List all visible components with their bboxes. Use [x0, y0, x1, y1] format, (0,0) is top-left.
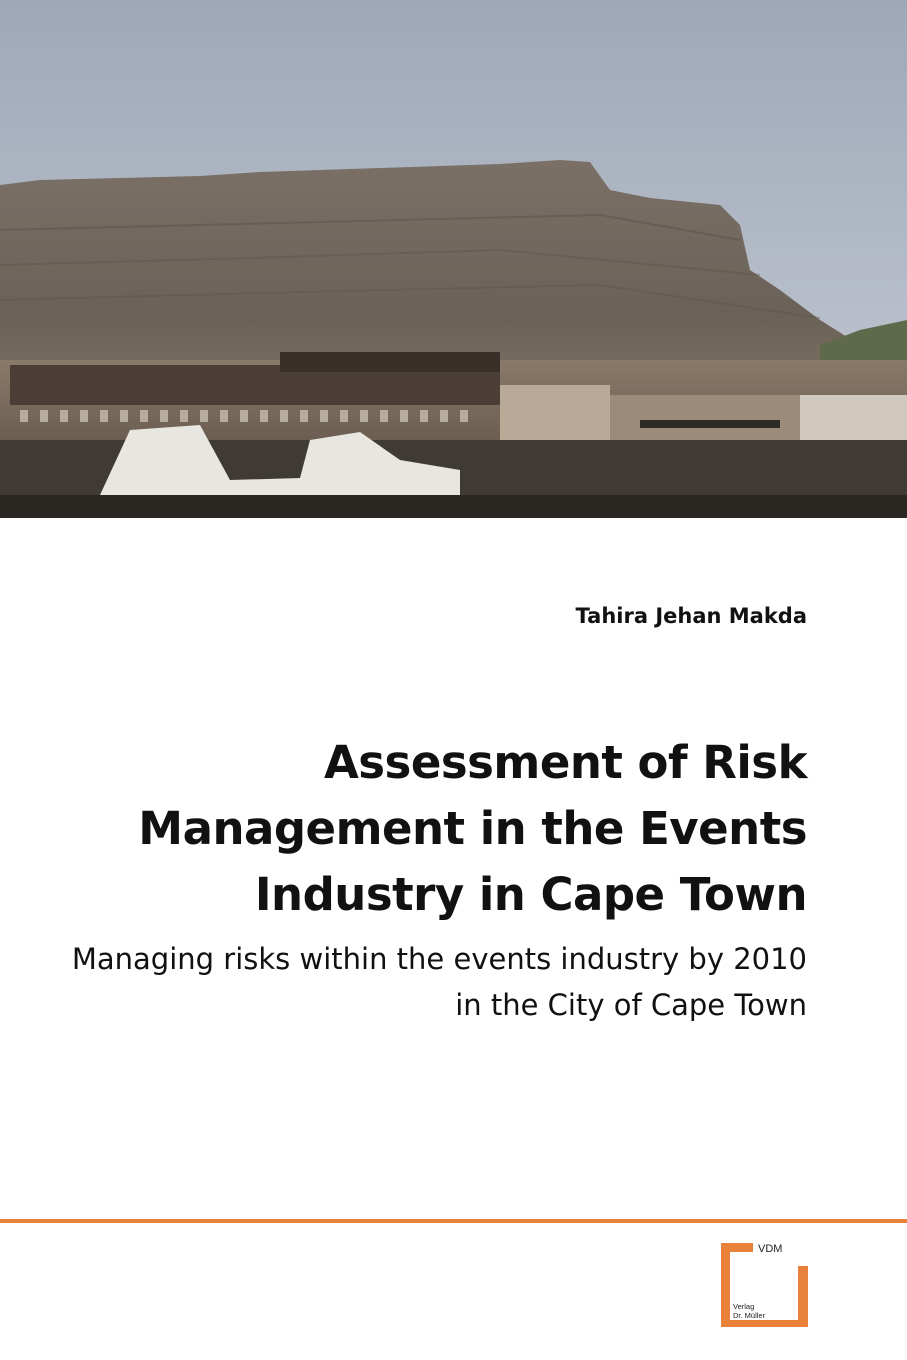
cover-photo: [0, 0, 907, 518]
publisher-name-line1: Verlag: [733, 1302, 755, 1311]
cape-town-table-mountain-photo: [0, 0, 907, 518]
author-name: Tahira Jehan Makda: [575, 604, 807, 628]
publisher-logo: [718, 1240, 812, 1330]
accent-rule: [0, 1219, 907, 1223]
waterline: [0, 495, 907, 518]
book-subtitle: Managing risks within the events industry by 2010 in the City of Cape Town: [71, 942, 807, 1022]
publisher-logo-text: VDM: [758, 1243, 783, 1255]
publisher-name: [733, 1302, 765, 1320]
publisher-name-line2: Dr. Müller: [733, 1311, 766, 1320]
book-title: Assessment of Risk Management in the Events Industry in Cape Town: [138, 736, 807, 921]
